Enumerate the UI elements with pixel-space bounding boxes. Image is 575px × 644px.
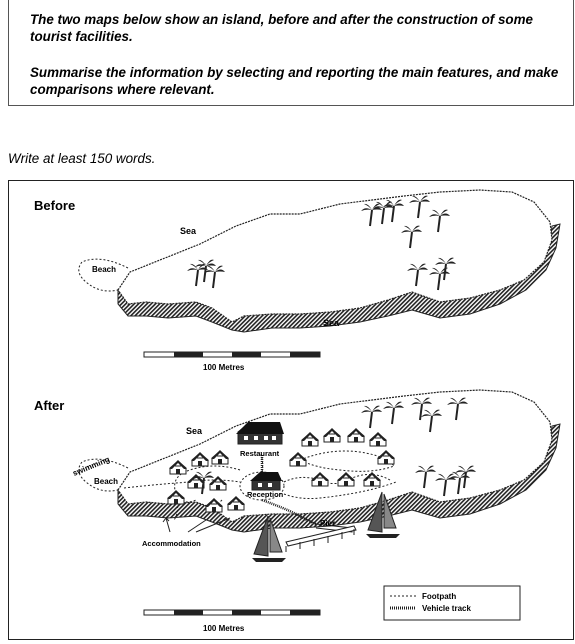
after-title: After <box>34 398 65 413</box>
before-sea-top-label: Sea <box>180 226 197 236</box>
word-count-instruction: Write at least 150 words. <box>8 151 156 166</box>
legend-vehicle-track-label: Vehicle track <box>422 604 471 613</box>
legend-footpath-label: Footpath <box>422 592 457 601</box>
before-sea-bottom-label: Sea <box>323 318 340 328</box>
after-scale-label: 100 Metres <box>203 624 245 633</box>
restaurant-label: Restaurant <box>240 449 280 458</box>
task-instruction: Summarise the information by selecting and reporting the main features, and make comparisons where relevant. <box>30 65 559 97</box>
legend <box>384 586 520 620</box>
after-map <box>34 390 560 562</box>
after-sea-label: Sea <box>186 426 203 436</box>
before-scale-bar <box>144 352 320 372</box>
after-scale-bar <box>144 610 320 633</box>
swimming-label: swimming <box>71 454 112 478</box>
accommodation-label: Accommodation <box>142 539 201 548</box>
before-scale-label: 100 Metres <box>203 363 245 372</box>
before-title: Before <box>34 198 76 213</box>
before-beach-label: Beach <box>92 265 117 274</box>
after-beach-label: Beach <box>94 477 119 486</box>
reception-label: Reception <box>247 490 284 499</box>
task-description: The two maps below show an island, before and after the construction of some tourist facilities. <box>30 12 533 44</box>
pier-label: Pier <box>320 519 336 528</box>
before-map <box>34 190 560 332</box>
